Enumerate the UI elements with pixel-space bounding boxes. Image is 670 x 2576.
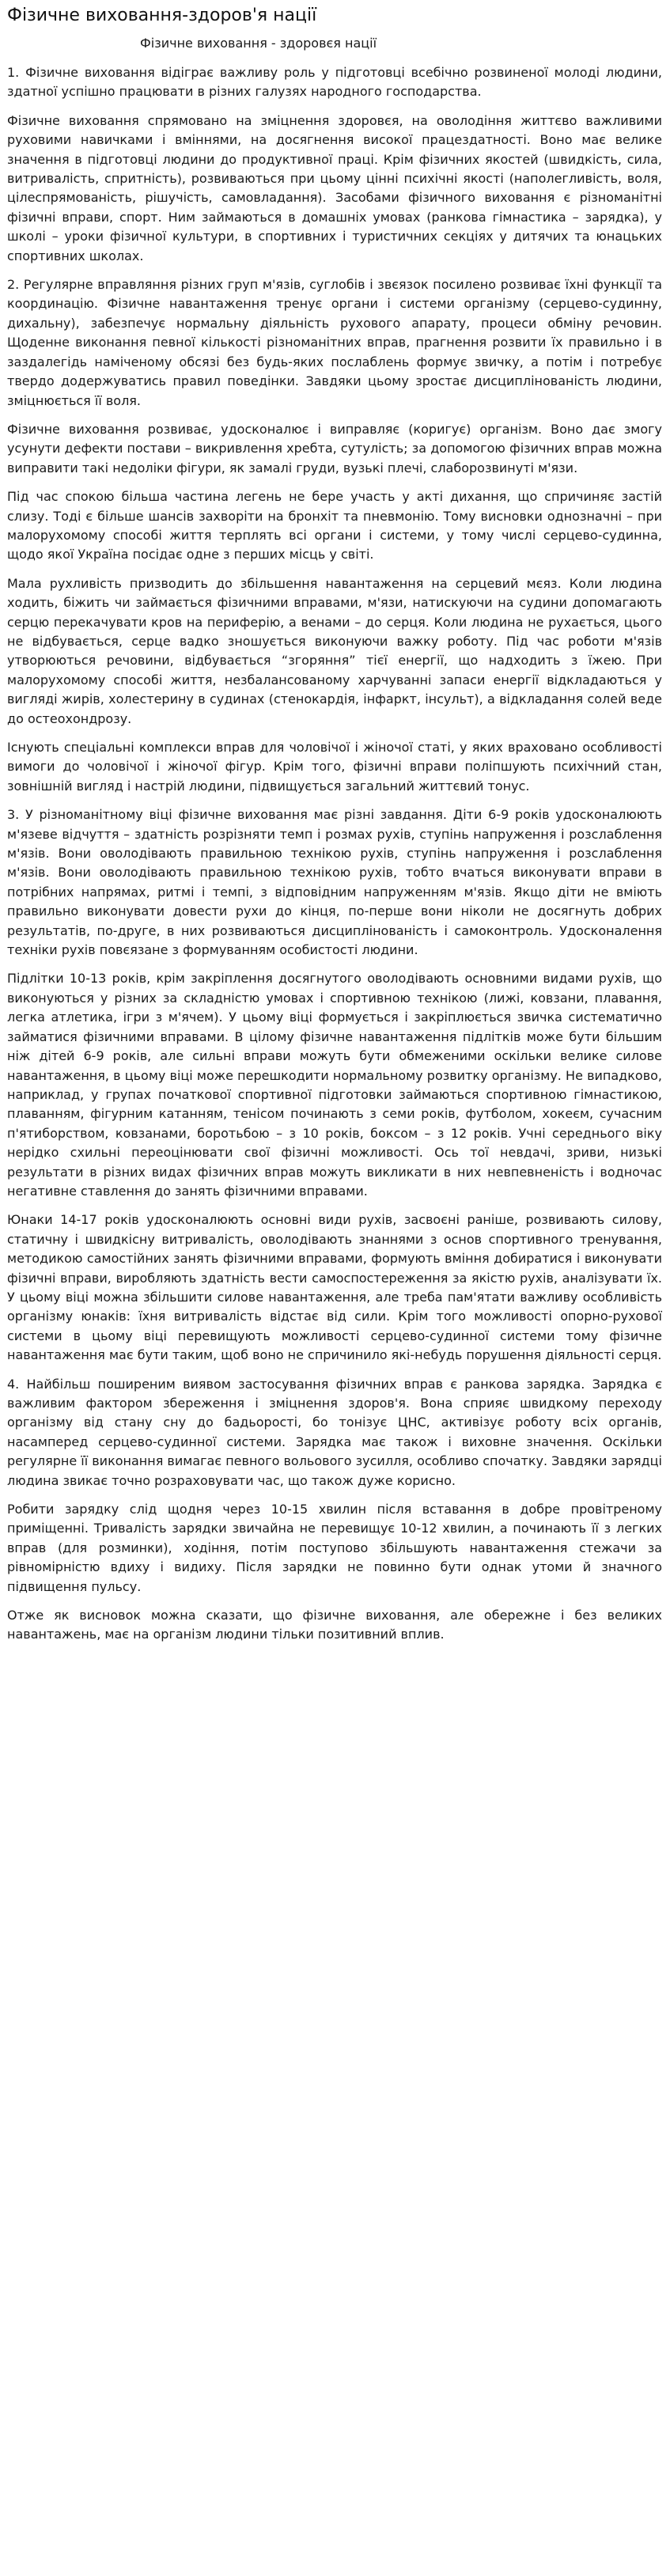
paragraph: Мала рухливість призводить до збільшення навантаження на серцевий мєяз. Коли людина ходить, біжить чи займається фізичними вправами, м'язи, натискуючи на судини допомагають серцю перекачувати кров на периферію, а венами – до серця. Коли людина не рухається, цього не відбувається, серце вадко зношується виконуючи важку роботу. Під час роботи м'язів утворюються речовини, відбувається “згоряння” тієї енергії, що надходить з їжею. При малорухомому способі життя, незбалансованому харчуванні запаси енергії відкладаються у вигляді жирів, холестерину в судинах (стенокардія, інфаркт, інсульт), а відкладання солей веде до остеохондрозу. — [7, 575, 662, 726]
document-subtitle: Фізичне виховання - здоровєя нації — [140, 36, 377, 51]
paragraph: Під час спокою більша частина легень не бере участь у акті дихання, що спричиняє застій слизу. Тоді є більше шансів захворіти на бронхіт та пневмонію. Тому висновки однозначні – при малорухомому способі життя терплять всі органи і системи, у тому числі серцево-судинна, щодо якої Україна посідає одне з перших місць у світі. — [7, 489, 662, 563]
paragraph: 4. Найбільш поширеним виявом застосування фізичних вправ є ранкова зарядка. Зарядка є важливим фактором збереження і зміцнення здоров'я. Вона сприяє швидкому переходу організму від стану сну до бадьорості, бо тонізує ЦНС, активізує роботу всіх органів, насамперед серцево-судинної системи. Зарядка має також і виховне значення. Оскільки регулярне її виконання вимагає певного вольового зусилля, особливо спочатку. Завдяки зарядці людина звикає точно розраховувати час, що також дуже корисно. — [7, 1376, 662, 1488]
paragraph: Фізичне виховання розвиває, удосконалює і виправляє (коригує) організм. Воно дає змогу усунути дефекти постави – викривлення хребта, сутулість; за допомогою фізичних вправ можна виправити такі недоліки фігури, як замалі груди, вузькі плечі, слаборозвинуті м'язи. — [7, 421, 662, 475]
paragraph: 2. Регулярне вправляння різних груп м'язів, суглобів і звєязок посилено розвиває їхні функції та координацію. Фізичне навантаження тренує органи і системи організму (серцево-судинну, дихальну), забезпечує нормальну діяльність рухового апарату, процеси обміну речовин. Щоденне виконання певної кількості різноманітних вправ, прагнення розвити їх правильно і в заздалегідь наміченому обсязі без будь-яких послаблень формує звичку, а потім і потребує твердо додержуватись правил поведінки. Завдяки цьому зростає дисциплінованість людини, зміцнюється її воля. — [7, 277, 662, 408]
paragraph: 3. У різноманітному віці фізичне виховання має різні завдання. Діти 6-9 років удосконалюють м'язеве відчуття – здатність розрізняти темп і розмах рухів, ступінь напруження і розслаблення м'язів. Вони оволодівають правильною технікою рухів, ступінь напруження і розслаблення м'язів. Вони оволодівають правильною технікою рухів, тобто вчаться виконувати вправи в потрібних напрямах, ритмі і темпі, з відповідним напруженням м'язів. Якщо діти не вміють правильно виконувати довести рухи до кінця, по-перше вони ніколи не досягнуть добрих результатів, по-друге, в них розвиваються дисциплінованість і самоконтроль. Удосконалення техніки рухів повєязане з формуванням особистості людини. — [7, 807, 662, 958]
paragraph: Існують спеціальні комплекси вправ для чоловічої і жіночої статі, у яких враховано особливості вимоги до чоловічої і жіночої фігур. Крім того, фізичні вправи поліпшують психічний стан, зовнішній вигляд і настрій людини, підвищується загальний життєвий тонус. — [7, 740, 662, 794]
document-title: Фізичне виховання-здоров'я нації — [7, 6, 317, 25]
paragraph: Робити зарядку слід щодня через 10-15 хвилин після вставання в добре провітреному приміщенні. Тривалість зарядки звичайна не перевищує 10-12 хвилин, а починають її з легких вправ (для розминки), ходіння, потім поступово збільшують навантаження стежачи за рівномірністю вдиху і видиху. Після зарядки не повинно бути однак утоми й значного підвищення пульсу. — [7, 1502, 662, 1594]
paragraph: Юнаки 14-17 років удосконалюють основні види рухів, засвоєні раніше, розвивають силову, статичну і швидкісну витривалість, оволодівають знаннями з основ спортивного тренування, методикою самостійних занять фізичними вправами, формують вміння добиратися і виконувати фізичні вправи, виробляють здатність вести самоспостереження за якістю рухів, аналізувати їх. У цьому віці можна збільшити силове навантаження, але треба пам'ятати важливу особливість організму юнаків: їхня витривалість відстає від сили. Крім того можливості опорно-рухової системи в цьому віці перевищують можливості серцево-судинної системи тому фізичне навантаження має бути таким, щоб воно не спричинило які-небудь порушення діяльності серця. — [7, 1212, 662, 1363]
paragraph: Фізичне виховання спрямовано на зміцнення здоровєя, на оволодіння життєво важливими руховими навичками і вміннями, на досягнення високої працездатності. Воно має велике значення в підготовці людини до продуктивної праці. Крім фізичних якостей (швидкість, сила, витривалість, спритність), розвиваються при цьому цінні психічні якості (наполегливість, воля, цілеспрямованість, рішучість, самовладання). Засобами фізичного виховання є різноманітні фізичні вправи, спорт. Ним займаються в домашніх умовах (ранкова гімнастика – зарядка), у школі – уроки фізичної культури, в спортивних і туристичних секціях у дитячих та юнацьких спортивних школах. — [7, 112, 662, 263]
paragraph: Підлітки 10-13 років, крім закріплення досягнутого оволодівають основними видами рухів, що виконуються у різних за складністю умовах і спортивною технікою (лижі, ковзани, плавання, легка атлетика, ігри з м'ячем). У цьому віці формується і закріплюється звичка систематично займатися фізичними вправами. В цілому фізичне навантаження підлітків може бути більшим ніж дітей 6-9 років, але сильні вправи можуть бути обмеженими оскільки велике силове навантаження, в цьому віці може перешкодити нормальному розвитку організму. Не випадково, наприклад, у групах початкової спортивної підготовки займаються спортивною гімнастикою, плаванням, фігурним катанням, тенісом починають з семи років, футболом, хокеєм, сучасним п'ятиборством, ковзанами, боротьбою – з 10 років, боксом – з 12 років. Учні середнього віку нерідко схильні переоцінювати свої фізичні можливості. Ось тої невдачі, зриви, низькі результати в різних видах фізичних вправ можуть викликати в них невпевненість і водночас негативне ставлення до занять фізичними вправами. — [7, 971, 662, 1199]
paragraph: 1. Фізичне виховання відіграє важливу роль у підготовці всебічно розвиненої молоді людини, здатної успішно працювати в різних галузях народного господарства. — [7, 65, 662, 100]
paragraph: Отже як висновок можна сказати, що фізичне виховання, але обережне і без великих навантажень, має на організм людини тільки позитивний вплив. — [7, 1608, 662, 1642]
